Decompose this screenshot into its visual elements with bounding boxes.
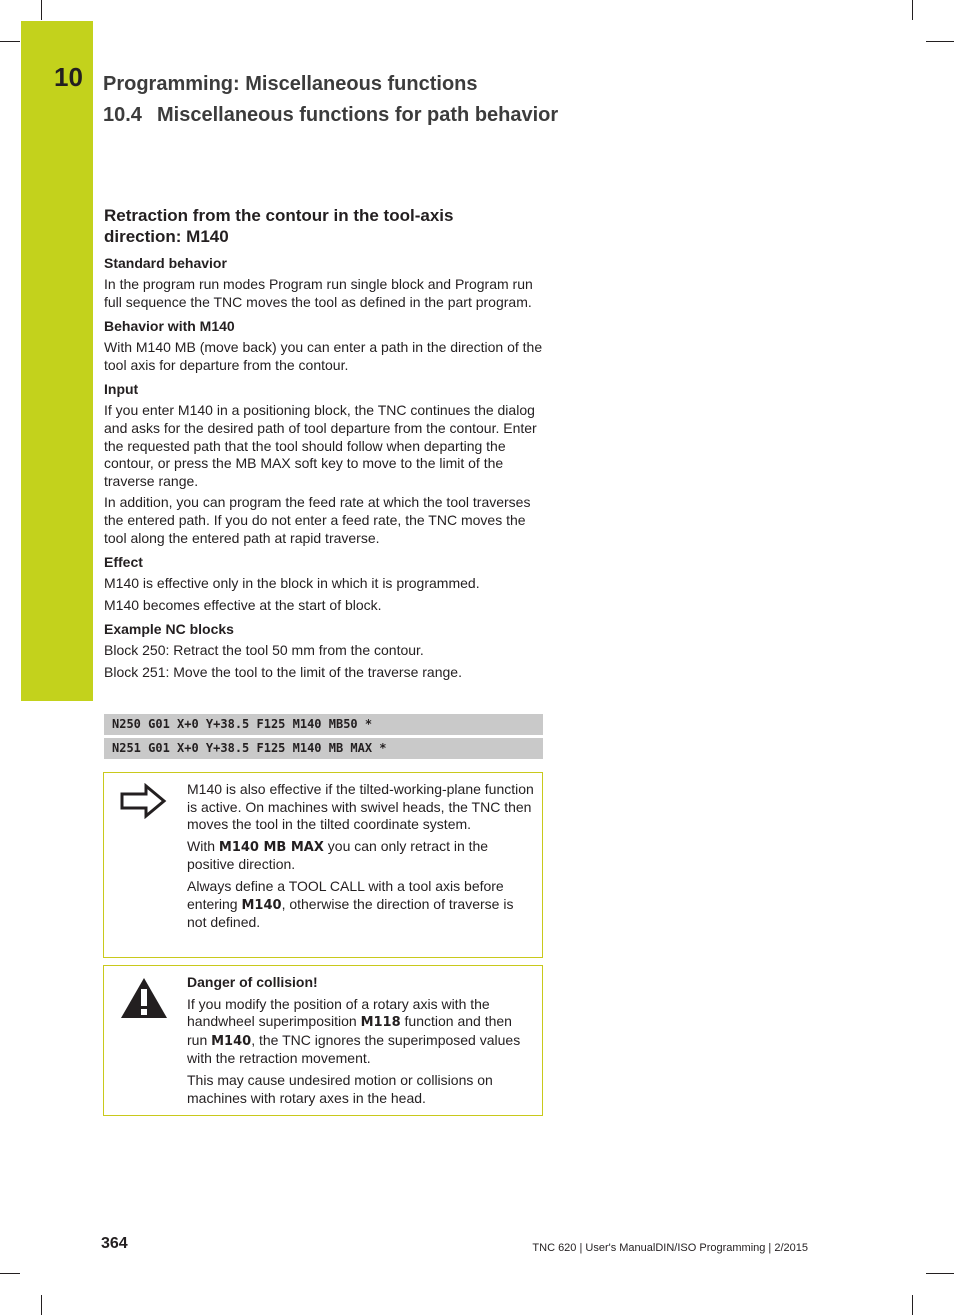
- input-section: [104, 381, 544, 547]
- code-block: N250 G01 X+0 Y+38.5 F125 M140 MB50 *: [104, 714, 543, 735]
- effect-section: [104, 554, 544, 614]
- note-paragraph-1: M140 is also effective if the tilted-working-plane function is active. On machines with swivel heads, the TNC then moves the tool in the tilted coordinate system.: [187, 781, 534, 833]
- section-title: [103, 104, 558, 127]
- page-number: 364: [101, 1235, 128, 1252]
- behavior-m140-heading: Behavior with M140: [104, 318, 235, 335]
- warning-paragraph-2: This may cause undesired motion or collisions on machines with rotary axes in the head.: [187, 1071, 493, 1106]
- note-text-segment: , otherwise the direction of traverse is not defined.: [187, 895, 514, 931]
- note-paragraph-3: [187, 878, 534, 932]
- crop-mark: [912, 1295, 913, 1315]
- behavior-m140-section: [104, 318, 544, 374]
- main-content: [104, 205, 544, 689]
- section-title-text: Miscellaneous functions for path behavior: [157, 104, 559, 126]
- effect-text-2: M140 becomes effective at the start of block.: [104, 596, 382, 613]
- topic-heading: [104, 205, 544, 247]
- chapter-tab: [21, 21, 93, 701]
- example-text-1: Block 250: Retract the tool 50 mm from the contour.: [104, 642, 424, 659]
- warning-paragraph-1: [187, 996, 534, 1068]
- chapter-number: 10: [54, 62, 83, 92]
- arrow-right-icon: [120, 783, 168, 819]
- warning-title: Danger of collision!: [187, 974, 318, 990]
- note-text-segment: you can only retract in the positive direction.: [187, 837, 489, 873]
- warning-icon: [119, 976, 169, 1020]
- standard-behavior-text: In the program run modes Program run single block and Program run full sequence the TNC moves the tool as defined in the part program.: [104, 276, 533, 310]
- topic-heading-line2: direction: M140: [104, 227, 229, 246]
- warning-text-segment: function and then run: [187, 1013, 512, 1048]
- code-block: N251 G01 X+0 Y+38.5 F125 M140 MB MAX *: [104, 738, 543, 759]
- effect-text-1: M140 is effective only in the block in which it is programmed.: [104, 575, 480, 592]
- behavior-m140-text: With M140 MB (move back) you can enter a path in the direction of the tool axis for departure from the contour.: [104, 339, 543, 373]
- crop-mark: [926, 41, 954, 42]
- crop-mark: [0, 41, 20, 42]
- chapter-title: Programming: Miscellaneous functions: [103, 73, 478, 95]
- note-paragraph-2: [187, 838, 534, 874]
- note-icon-column: [104, 773, 186, 957]
- section-number: 10.4: [103, 104, 142, 126]
- crop-mark: [926, 1273, 954, 1274]
- warning-code-term: M140: [211, 1033, 252, 1049]
- footer-text: TNC 620 | User's ManualDIN/ISO Programming | 2/2015: [532, 1242, 808, 1254]
- example-text-2: Block 251: Move the tool to the limit of the traverse range.: [104, 663, 462, 680]
- warning-text: [187, 974, 534, 1111]
- crop-mark: [0, 1273, 20, 1274]
- crop-mark: [41, 0, 42, 20]
- input-heading: Input: [104, 381, 139, 398]
- effect-heading: Effect: [104, 554, 143, 571]
- warning-text-segment: If you modify the position of a rotary axis with the handwheel superimposition: [187, 995, 490, 1030]
- note-code-term: M140 MB MAX: [218, 839, 324, 855]
- example-section: [104, 621, 544, 681]
- note-text: [187, 781, 534, 936]
- example-heading: Example NC blocks: [104, 621, 234, 638]
- input-text-1: If you enter M140 in a positioning block, the TNC continues the dialog and asks for the desired path of tool departure from the contour. Enter the requested path that the tool should follow when departing the contour, or press the MB MAX soft key to move to the limit of the traverse range.: [104, 402, 537, 489]
- warning-icon-column: [104, 966, 186, 1115]
- warning-text-segment: , the TNC ignores the superimposed values with the retraction movement.: [187, 1031, 521, 1067]
- crop-mark: [41, 1295, 42, 1315]
- note-text-segment: With: [187, 837, 219, 854]
- standard-behavior-section: [104, 255, 544, 311]
- note-box: [103, 772, 543, 958]
- crop-mark: [912, 0, 913, 20]
- standard-behavior-heading: Standard behavior: [104, 255, 227, 271]
- note-text-segment: Always define a TOOL CALL with a tool axis before entering: [187, 877, 504, 912]
- topic-heading-line1: Retraction from the contour in the tool-axis: [104, 206, 454, 225]
- input-text-2: In addition, you can program the feed rate at which the tool traverses the entered path. If you do not enter a feed rate, the TNC moves the tool along the entered path at rapid traverse.: [104, 494, 531, 546]
- note-code-term: M140: [241, 897, 282, 913]
- warning-box: [103, 965, 543, 1116]
- warning-code-term: M118: [360, 1015, 401, 1031]
